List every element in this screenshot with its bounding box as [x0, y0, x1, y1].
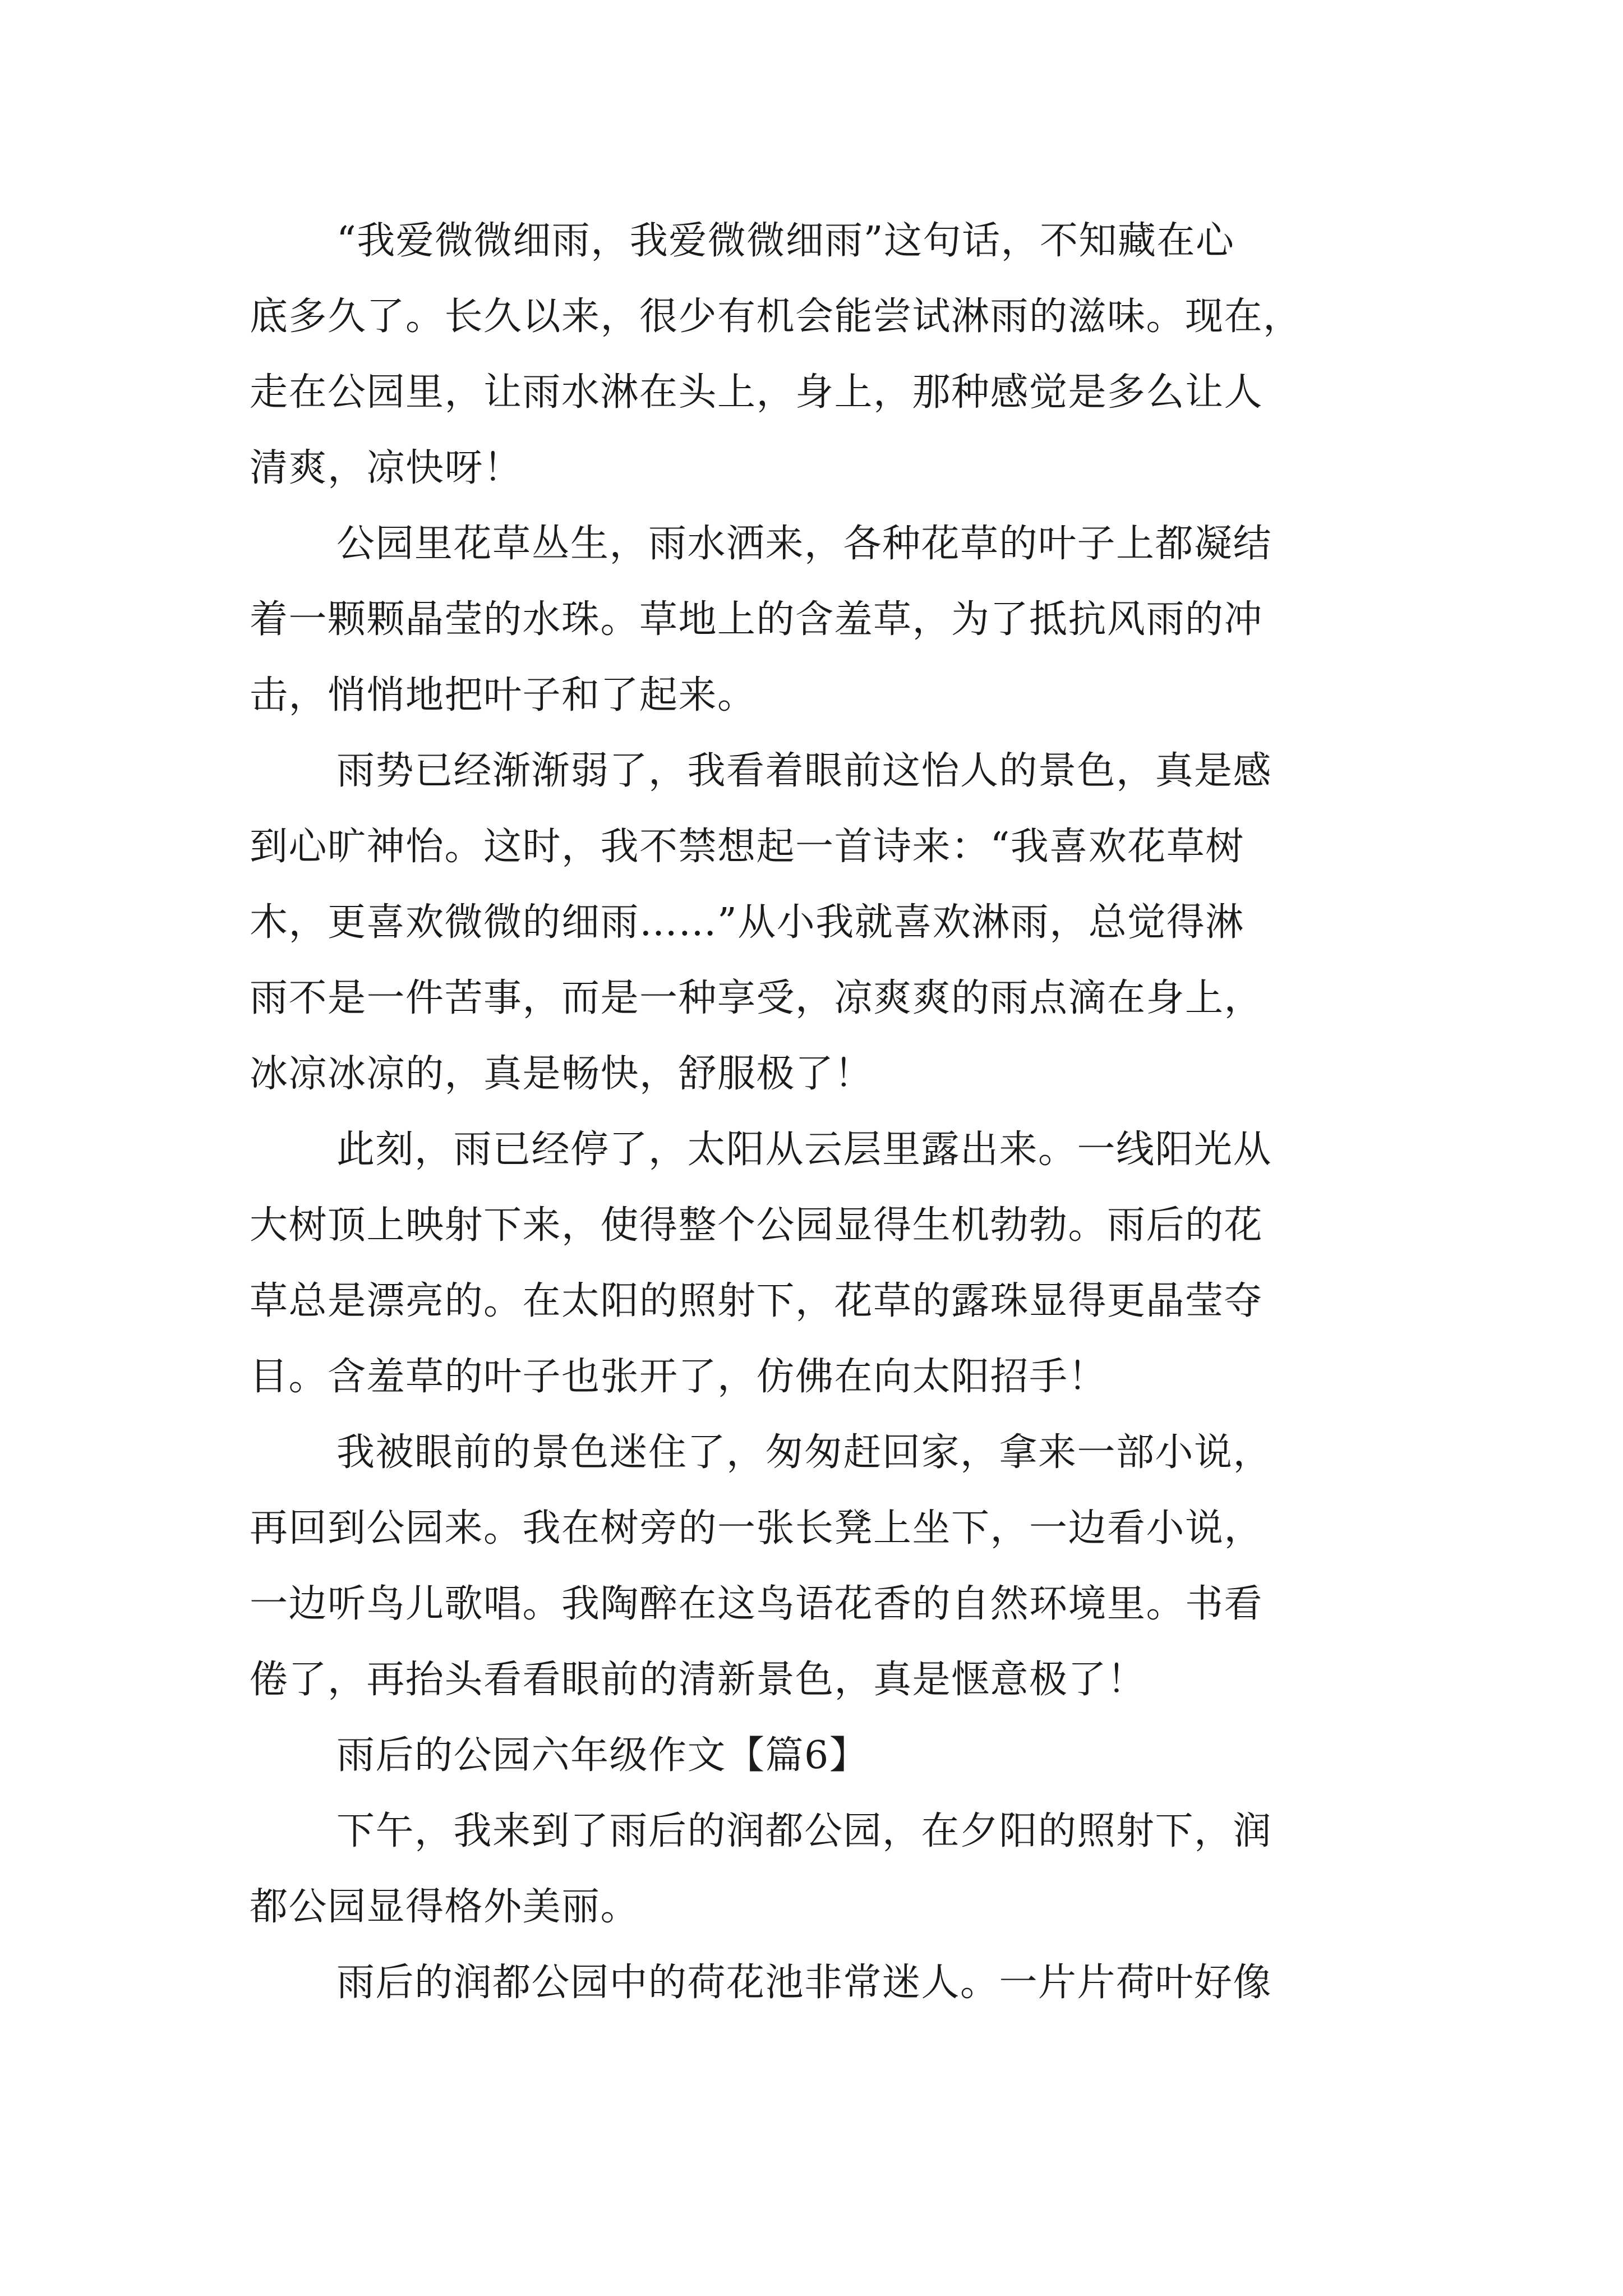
text-line: 一边听鸟儿歌唱。我陶醉在这鸟语花香的自然环境里。书看 [250, 1582, 1264, 1626]
text-line: 公园里花草丛生，雨水洒来，各种花草的叶子上都凝结 [336, 522, 1272, 566]
text-line: 木，更喜欢微微的细雨……”从小我就喜欢淋雨，总觉得淋 [250, 900, 1244, 945]
text-line: 大树顶上映射下来，使得整个公园显得生机勃勃。雨后的花 [250, 1203, 1264, 1248]
text-line: 到心旷神怡。这时，我不禁想起一首诗来：“我喜欢花草树 [250, 825, 1244, 869]
text-line: 雨后的润都公园中的荷花池非常迷人。一片片荷叶好像 [336, 1961, 1272, 2005]
text-line: 再回到公园来。我在树旁的一张长凳上坐下，一边看小说， [250, 1506, 1264, 1550]
text-line: 草总是漂亮的。在太阳的照射下，花草的露珠显得更晶莹夺 [250, 1279, 1264, 1323]
text-line: 雨势已经渐渐弱了，我看着眼前这怡人的景色，真是感 [336, 749, 1272, 793]
text-line: “我爱微微细雨，我爱微微细雨”这句话，不知藏在心 [336, 219, 1235, 263]
text-line: 走在公园里，让雨水淋在头上，身上，那种感觉是多么让人 [250, 370, 1264, 415]
section-heading: 雨后的公园六年级作文【篇6】 [336, 1733, 869, 1778]
text-line: 都公园显得格外美丽。 [250, 1885, 640, 1929]
text-line: 清爽，凉快呀！ [250, 446, 523, 490]
text-line: 此刻，雨已经停了，太阳从云层里露出来。一线阳光从 [336, 1128, 1272, 1172]
text-line: 着一颗颗晶莹的水珠。草地上的含羞草，为了抵抗风雨的冲 [250, 597, 1264, 642]
text-line: 冰凉冰凉的，真是畅快，舒服极了！ [250, 1052, 874, 1096]
text-line: 我被眼前的景色迷住了，匆匆赶回家，拿来一部小说， [336, 1430, 1272, 1475]
text-line: 底多久了。长久以来，很少有机会能尝试淋雨的滋味。现在， [250, 295, 1302, 339]
text-line: 倦了，再抬头看看眼前的清新景色，真是惬意极了！ [250, 1658, 1146, 1702]
text-line: 击，悄悄地把叶子和了起来。 [250, 673, 757, 717]
text-line: 目。含羞草的叶子也张开了，仿佛在向太阳招手！ [250, 1355, 1108, 1399]
text-line: 雨不是一件苦事，而是一种享受，凉爽爽的雨点滴在身上， [250, 976, 1264, 1020]
text-line: 下午，我来到了雨后的润都公园，在夕阳的照射下，润 [336, 1809, 1272, 1853]
